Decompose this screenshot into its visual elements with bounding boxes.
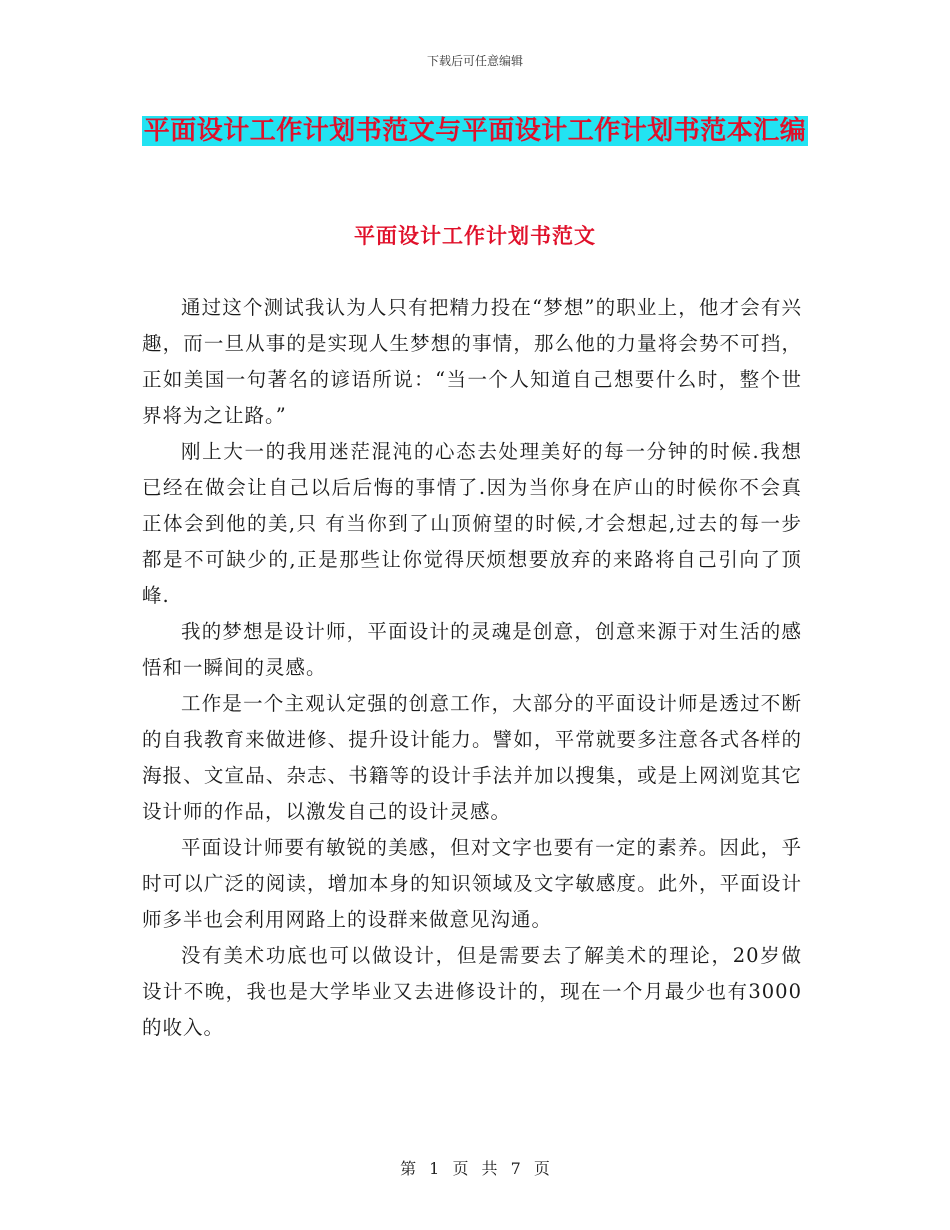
document-body xyxy=(142,290,802,1046)
paragraph: 刚上大一的我用迷茫混沌的心态去处理美好的每一分钟的时候.我想已经在做会让自己以后后悔的事情了.因为当你身在庐山的时候你不会真正体会到他的美,只 有当你到了山顶俯望的时候,才会想起,过去的每一步都是不可缺少的,正是那些让你觉得厌烦想要放弃的来路将自己引向了顶峰. xyxy=(142,440,802,607)
paragraph: 工作是一个主观认定强的创意工作，大部分的平面设计师是透过不断的自我教育来做进修、提升设计能力。譬如，平常就要多注意各式各样的海报、文宣品、杂志、书籍等的设计手法并加以搜集，或是上网浏览其它设计师的作品，以激发自己的设计灵感。 xyxy=(142,692,802,823)
header-note: 下载后可任意编辑 xyxy=(426,54,523,68)
page-number-footer: 第 1 页 共 7 页 xyxy=(400,1159,550,1178)
paragraph: 通过这个测试我认为人只有把精力投在“梦想”的职业上，他才会有兴趣，而一旦从事的是实现人生梦想的事情，那么他的力量将会势不可挡，正如美国一句著名的谚语所说：“当一个人知道自己想要什么时，整个世界将为之让路。” xyxy=(142,296,802,427)
paragraph: 平面设计师要有敏锐的美感，但对文字也要有一定的素养。因此，乎时可以广泛的阅读，增加本身的知识领域及文字敏感度。此外，平面设计师多半也会利用网路上的设群来做意见沟通。 xyxy=(142,836,802,931)
paragraph: 我的梦想是设计师，平面设计的灵魂是创意，创意来源于对生活的感悟和一瞬间的灵感。 xyxy=(142,620,802,679)
document-title-text: 平面设计工作计划书范文与平面设计工作计划书范本汇编 xyxy=(143,116,807,146)
document-title xyxy=(140,108,810,154)
section-title: 平面设计工作计划书范文 xyxy=(354,224,596,248)
paragraph: 没有美术功底也可以做设计，但是需要去了解美术的理论，20岁做设计不晚，我也是大学毕业又去进修设计的，现在一个月最少也有3000的收入。 xyxy=(142,944,802,1039)
